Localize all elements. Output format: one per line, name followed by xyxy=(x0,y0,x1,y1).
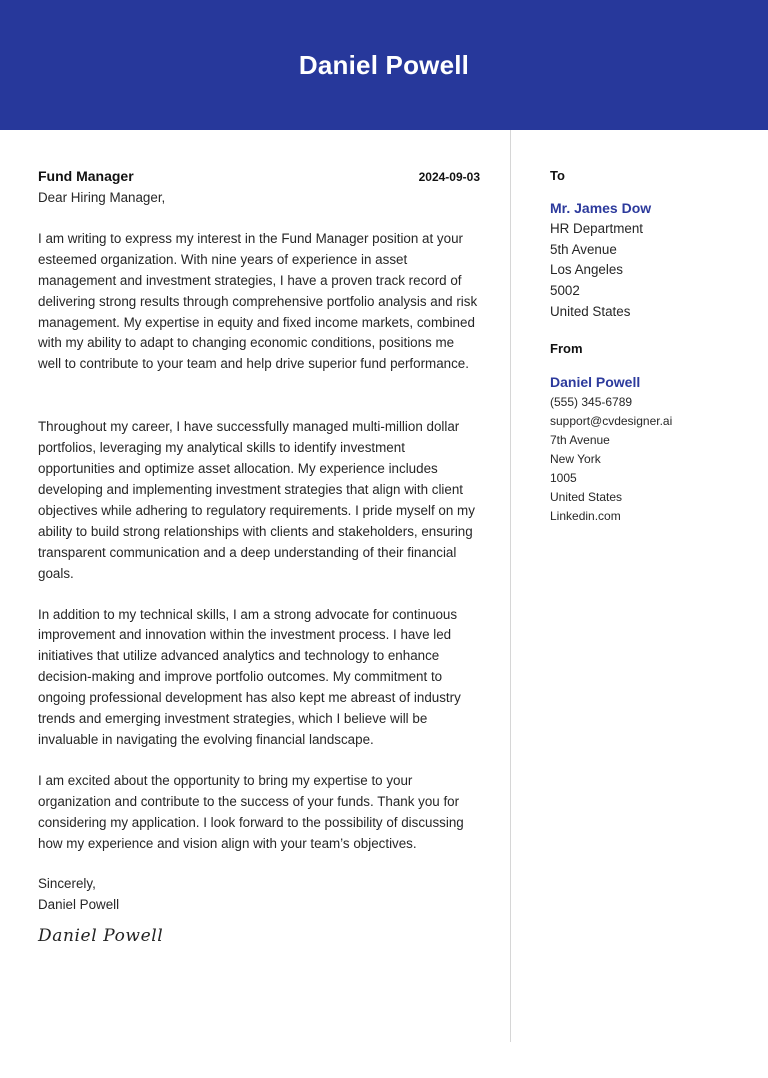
closing-name: Daniel Powell xyxy=(38,897,120,913)
sender-phone: (555) 345-6789 xyxy=(550,394,633,409)
from-heading: From xyxy=(550,340,583,356)
recipient-department: HR Department xyxy=(550,220,644,236)
letter-date: 2024-09-03 xyxy=(418,170,480,184)
salutation: Dear Hiring Manager, xyxy=(38,190,166,205)
sender-email: support@cvdesigner.ai xyxy=(550,413,673,428)
sender-social: Linkedin.com xyxy=(550,508,621,523)
letter-body xyxy=(38,168,480,947)
paragraph-3: In addition to my technical skills, I am a strong advocate for continuous improvement and innovation within the investment process. I have led initiatives that utilize advanced analytics and technology to enhance decision-making and improve portfolio outcomes. My commitment to ongoing professional development has also kept me abreast of industry trends and emerging investment strategies, which I believe will be invaluable in navigating the evolving financial landscape. xyxy=(38,606,461,747)
sender-country: United States xyxy=(550,489,623,504)
sender-street: 7th Avenue xyxy=(550,432,610,447)
sender-postal: 1005 xyxy=(550,470,577,485)
recipient-street: 5th Avenue xyxy=(550,241,617,257)
header-name: Daniel Powell xyxy=(298,49,470,80)
closing-block xyxy=(38,874,480,916)
sender-block xyxy=(550,371,750,526)
job-title: Fund Manager xyxy=(38,168,134,184)
to-heading: To xyxy=(550,168,565,183)
address-sidebar xyxy=(550,168,750,526)
sender-name: Daniel Powell xyxy=(550,373,641,390)
sender-city: New York xyxy=(550,451,601,466)
column-divider xyxy=(510,130,511,1042)
recipient-city: Los Angeles xyxy=(550,262,623,278)
recipient-postal: 5002 xyxy=(550,283,580,299)
recipient-block xyxy=(550,198,750,323)
recipient-country: United States xyxy=(550,303,631,319)
paragraph-2: Throughout my career, I have successfully managed multi-million dollar portfolios, leveraging my analytical skills to identify investment opportunities and optimize asset allocation. My experience includes developing and implementing investment strategies that align with client objectives while adhering to regulatory requirements. I pride myself on my ability to build strong relationships with clients and stakeholders, ensuring transparent communication and a deep understanding of their financial goals. xyxy=(38,419,475,581)
job-row xyxy=(38,168,480,188)
signature: Daniel Powell xyxy=(38,926,164,947)
closing-text: Sincerely, xyxy=(38,876,96,892)
page-header xyxy=(0,0,768,130)
paragraph-4: I am excited about the opportunity to bring my expertise to your organization and contribute to the success of your funds. Thank you for considering my application. I look forward to the possibility of discussing how my experience and vision align with your team’s objectives. xyxy=(38,772,464,851)
paragraph-1: I am writing to express my interest in the Fund Manager position at your esteemed organization. With nine years of experience in asset management and investment strategies, I have a proven track record of delivering strong results through comprehensive portfolio analysis and risk management. My expertise in equity and fixed income markets, combined with my ability to adapt to changing economic conditions, positions me well to contribute to your team and help drive superior fund performance. xyxy=(38,230,478,372)
recipient-name: Mr. James Dow xyxy=(550,200,652,216)
